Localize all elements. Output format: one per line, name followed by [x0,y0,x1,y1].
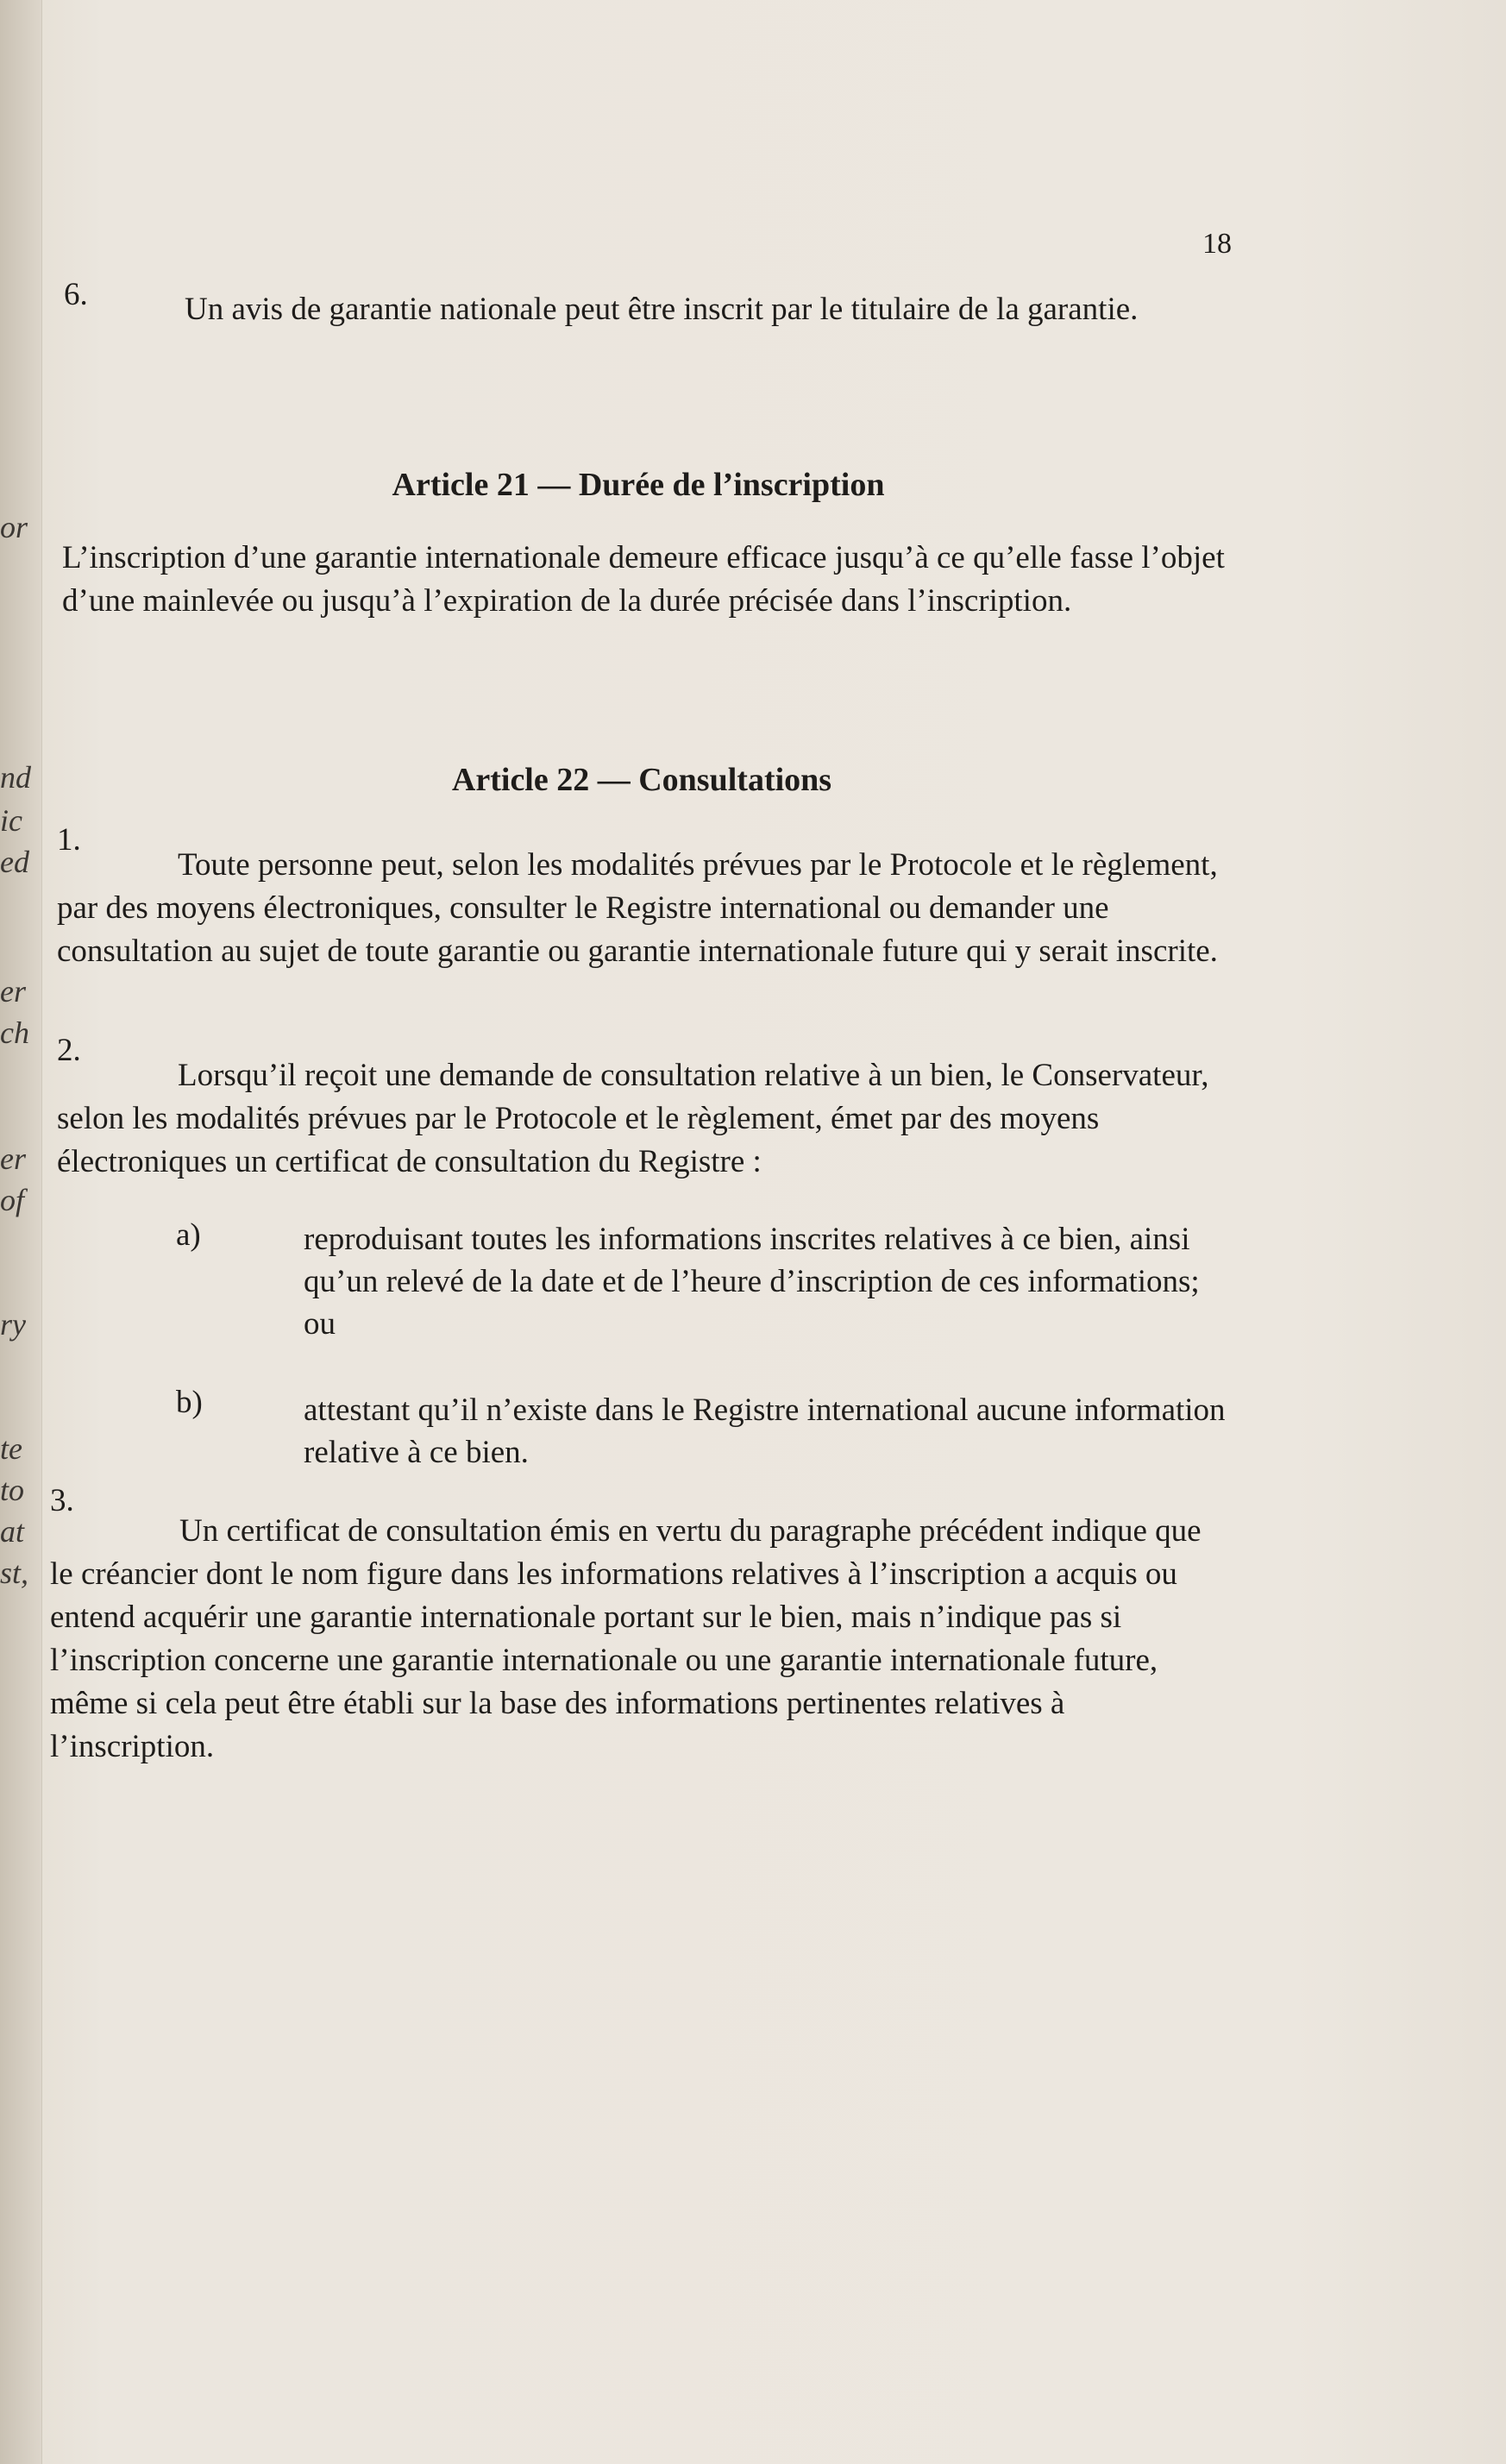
list-item-label: a) [176,1217,201,1253]
article-21-heading: Article 21 — Durée de l’inscription [392,467,885,503]
paragraph-number: 2. [57,1033,81,1068]
bleed-fragment: to [0,1473,25,1507]
list-item-text: reproduisant toutes les informations inscrites relatives à ce bien, ainsi qu’un relevé de la date et de l’heure d’inscription de ces informations; ou [304,1222,1200,1342]
paragraph-6-text: Un avis de garantie nationale peut être inscrit par le titulaire de la garantie. [185,292,1139,327]
paragraph-number: 1. [57,822,81,858]
bleed-fragment: at [0,1514,25,1549]
bleed-fragment: er [0,1141,26,1176]
list-item-label: b) [176,1385,203,1420]
facing-page-bleed [0,0,42,2464]
article-22-p3-text: Un certificat de consultation émis en vertu du paragraphe précédent indique que le créancier dont le nom figure dans les informations relatives à l’inscription a acquis ou entend acquérir une garantie internationale portant sur le bien, mais n’indique pas si l’inscription concerne une garantie internationale ou une garantie internationale future, même si cela peut être établi sur la base des informations pertinentes relatives à l’inscription. [50,1513,1202,1764]
bleed-fragment: ch [0,1015,29,1050]
page-number: 18 [1202,228,1232,260]
bleed-fragment: st, [0,1556,29,1590]
paragraph-number: 6. [64,277,88,312]
bleed-fragment: er [0,974,26,1009]
bleed-fragment: ed [0,845,29,879]
bleed-fragment: nd [0,760,31,795]
article-21-text: L’inscription d’une garantie internationale demeure efficace jusqu’à ce qu’elle fasse l’objet d’une mainlevée ou jusqu’à l’expiration de la durée précisée dans l’inscription. [62,540,1225,619]
article-22-p1-text: Toute personne peut, selon les modalités prévues par le Protocole et le règlement, par des moyens électroniques, consulter le Registre international ou demander une consultation au sujet de toute garantie ou garantie internationale future qui y serait inscrite. [57,847,1218,969]
article-22-heading: Article 22 — Consultations [451,762,832,798]
bleed-fragment: ic [0,803,22,838]
bleed-fragment: te [0,1431,22,1466]
bleed-fragment: ry [0,1307,26,1342]
list-item-text: attestant qu’il n’existe dans le Registre international aucune information relative à ce bien. [304,1392,1226,1470]
bleed-fragment: or [0,510,28,544]
paragraph-number: 3. [50,1483,74,1518]
bleed-fragment: of [0,1183,25,1217]
article-22-p2-text: Lorsqu’il reçoit une demande de consultation relative à un bien, le Conservateur, selon les modalités prévues par le Protocole et le règlement, émet par des moyens électroniques un certificat de consultation du Registre : [57,1058,1209,1179]
